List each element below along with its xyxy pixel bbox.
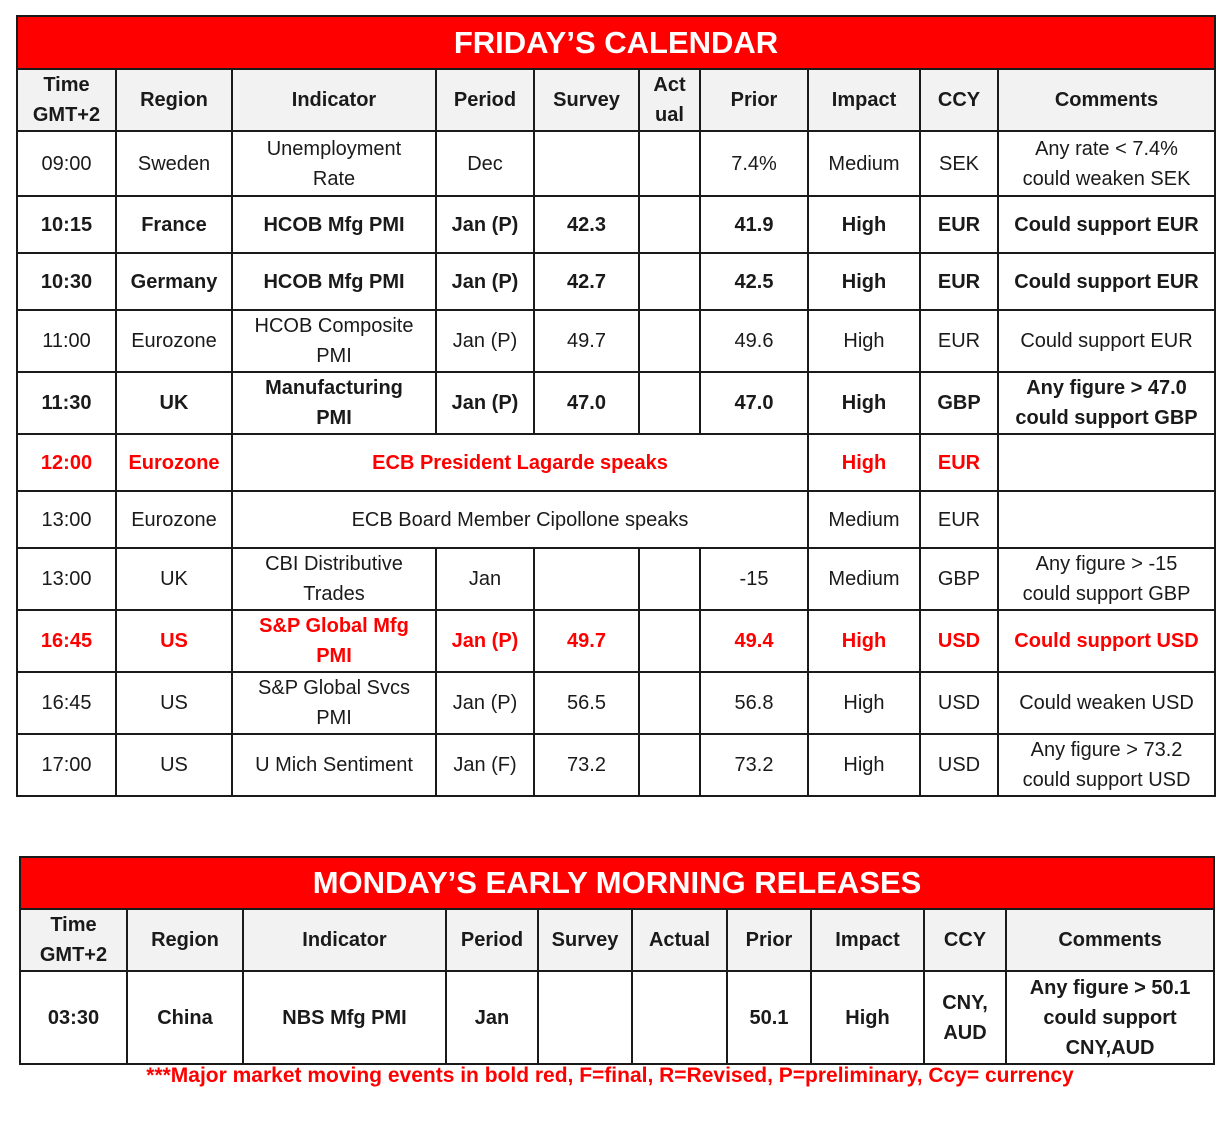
header-indicator: Indicator bbox=[243, 909, 446, 971]
table-row bbox=[17, 548, 1215, 610]
cell-comments: Could support EUR bbox=[998, 253, 1215, 310]
cell-event: ECB President Lagarde speaks bbox=[232, 434, 808, 491]
cell-comments: Any figure > -15 could support GBP bbox=[998, 548, 1215, 610]
table-row bbox=[17, 131, 1215, 196]
cell-prior: 7.4% bbox=[700, 131, 808, 196]
monday-releases bbox=[19, 856, 1213, 1065]
cell-time: 16:45 bbox=[17, 610, 116, 672]
cell-survey bbox=[534, 548, 639, 610]
cell-ccy: GBP bbox=[920, 372, 998, 434]
cell-period: Jan (P) bbox=[436, 372, 534, 434]
table-row bbox=[17, 610, 1215, 672]
cell-actual bbox=[639, 253, 700, 310]
cell-prior: 47.0 bbox=[700, 372, 808, 434]
cell-period: Jan (P) bbox=[436, 672, 534, 734]
cell-actual bbox=[639, 131, 700, 196]
cell-impact: High bbox=[808, 610, 920, 672]
cell-ccy: EUR bbox=[920, 196, 998, 253]
friday-calendar-table bbox=[16, 15, 1216, 797]
table-row bbox=[17, 734, 1215, 796]
header-indicator: Indicator bbox=[232, 69, 436, 131]
table-row bbox=[20, 971, 1214, 1064]
cell-indicator: Unemployment Rate bbox=[232, 131, 436, 196]
cell-impact: High bbox=[808, 434, 920, 491]
cell-indicator: HCOB Mfg PMI bbox=[232, 253, 436, 310]
cell-comments: Could support EUR bbox=[998, 310, 1215, 372]
cell-impact: High bbox=[808, 734, 920, 796]
cell-ccy: SEK bbox=[920, 131, 998, 196]
cell-region: US bbox=[116, 734, 232, 796]
header-actual: Act ual bbox=[639, 69, 700, 131]
cell-actual bbox=[639, 610, 700, 672]
cell-impact: High bbox=[811, 971, 924, 1064]
table-row bbox=[17, 434, 1215, 491]
friday-calendar bbox=[16, 15, 1214, 797]
cell-comments: Any rate < 7.4% could weaken SEK bbox=[998, 131, 1215, 196]
cell-indicator: S&P Global Svcs PMI bbox=[232, 672, 436, 734]
header-survey: Survey bbox=[534, 69, 639, 131]
cell-region: China bbox=[127, 971, 243, 1064]
cell-survey: 56.5 bbox=[534, 672, 639, 734]
cell-indicator: U Mich Sentiment bbox=[232, 734, 436, 796]
table-row bbox=[17, 253, 1215, 310]
cell-comments: Any figure > 73.2 could support USD bbox=[998, 734, 1215, 796]
cell-time: 03:30 bbox=[20, 971, 127, 1064]
cell-ccy: USD bbox=[920, 672, 998, 734]
cell-indicator: HCOB Composite PMI bbox=[232, 310, 436, 372]
header-row bbox=[20, 909, 1214, 971]
cell-time: 10:15 bbox=[17, 196, 116, 253]
header-comments: Comments bbox=[998, 69, 1215, 131]
cell-time: 17:00 bbox=[17, 734, 116, 796]
header-comments: Comments bbox=[1006, 909, 1214, 971]
cell-impact: High bbox=[808, 253, 920, 310]
header-actual: Actual bbox=[632, 909, 727, 971]
header-time: Time GMT+2 bbox=[20, 909, 127, 971]
cell-prior: 56.8 bbox=[700, 672, 808, 734]
cell-time: 13:00 bbox=[17, 548, 116, 610]
header-impact: Impact bbox=[808, 69, 920, 131]
cell-actual bbox=[639, 548, 700, 610]
header-survey: Survey bbox=[538, 909, 632, 971]
cell-impact: High bbox=[808, 372, 920, 434]
cell-time: 12:00 bbox=[17, 434, 116, 491]
cell-actual bbox=[639, 372, 700, 434]
cell-prior: 50.1 bbox=[727, 971, 811, 1064]
header-prior: Prior bbox=[700, 69, 808, 131]
cell-region: Eurozone bbox=[116, 310, 232, 372]
cell-actual bbox=[632, 971, 727, 1064]
cell-survey: 47.0 bbox=[534, 372, 639, 434]
cell-region: US bbox=[116, 672, 232, 734]
cell-comments: Could weaken USD bbox=[998, 672, 1215, 734]
cell-time: 09:00 bbox=[17, 131, 116, 196]
header-ccy: CCY bbox=[920, 69, 998, 131]
cell-time: 11:00 bbox=[17, 310, 116, 372]
cell-prior: -15 bbox=[700, 548, 808, 610]
header-region: Region bbox=[127, 909, 243, 971]
cell-actual bbox=[639, 310, 700, 372]
cell-prior: 41.9 bbox=[700, 196, 808, 253]
cell-comments bbox=[998, 434, 1215, 491]
cell-impact: Medium bbox=[808, 548, 920, 610]
cell-impact: High bbox=[808, 672, 920, 734]
table-row bbox=[17, 491, 1215, 548]
cell-impact: High bbox=[808, 196, 920, 253]
cell-prior: 42.5 bbox=[700, 253, 808, 310]
table-row bbox=[17, 196, 1215, 253]
cell-impact: Medium bbox=[808, 491, 920, 548]
table-row bbox=[17, 672, 1215, 734]
cell-survey bbox=[534, 131, 639, 196]
cell-prior: 49.4 bbox=[700, 610, 808, 672]
cell-survey: 73.2 bbox=[534, 734, 639, 796]
cell-ccy: USD bbox=[920, 610, 998, 672]
cell-impact: Medium bbox=[808, 131, 920, 196]
cell-time: 16:45 bbox=[17, 672, 116, 734]
monday-releases-table bbox=[19, 856, 1215, 1065]
cell-indicator: HCOB Mfg PMI bbox=[232, 196, 436, 253]
cell-period: Dec bbox=[436, 131, 534, 196]
cell-indicator: NBS Mfg PMI bbox=[243, 971, 446, 1064]
cell-ccy: EUR bbox=[920, 434, 998, 491]
cell-region: UK bbox=[116, 372, 232, 434]
table-row bbox=[17, 310, 1215, 372]
cell-survey: 49.7 bbox=[534, 310, 639, 372]
cell-ccy: EUR bbox=[920, 310, 998, 372]
header-period: Period bbox=[436, 69, 534, 131]
cell-survey: 42.3 bbox=[534, 196, 639, 253]
cell-time: 13:00 bbox=[17, 491, 116, 548]
cell-survey: 49.7 bbox=[534, 610, 639, 672]
cell-period: Jan (P) bbox=[436, 610, 534, 672]
cell-period: Jan bbox=[446, 971, 538, 1064]
cell-region: France bbox=[116, 196, 232, 253]
cell-region: UK bbox=[116, 548, 232, 610]
monday-releases-title: MONDAY’S EARLY MORNING RELEASES bbox=[20, 857, 1214, 909]
header-prior: Prior bbox=[727, 909, 811, 971]
header-row bbox=[17, 69, 1215, 131]
table-row bbox=[17, 372, 1215, 434]
cell-actual bbox=[639, 672, 700, 734]
cell-indicator: Manufacturing PMI bbox=[232, 372, 436, 434]
cell-time: 11:30 bbox=[17, 372, 116, 434]
cell-ccy: EUR bbox=[920, 491, 998, 548]
cell-ccy: USD bbox=[920, 734, 998, 796]
cell-time: 10:30 bbox=[17, 253, 116, 310]
cell-ccy: CNY, AUD bbox=[924, 971, 1006, 1064]
cell-region: Germany bbox=[116, 253, 232, 310]
header-time: Time GMT+2 bbox=[17, 69, 116, 131]
cell-period: Jan (F) bbox=[436, 734, 534, 796]
cell-prior: 49.6 bbox=[700, 310, 808, 372]
cell-period: Jan (P) bbox=[436, 196, 534, 253]
friday-calendar-title: FRIDAY’S CALENDAR bbox=[17, 16, 1215, 69]
cell-indicator: CBI Distributive Trades bbox=[232, 548, 436, 610]
cell-survey bbox=[538, 971, 632, 1064]
cell-period: Jan bbox=[436, 548, 534, 610]
cell-period: Jan (P) bbox=[436, 310, 534, 372]
cell-comments: Any figure > 50.1 could support CNY,AUD bbox=[1006, 971, 1214, 1064]
cell-region: Eurozone bbox=[116, 434, 232, 491]
header-region: Region bbox=[116, 69, 232, 131]
cell-survey: 42.7 bbox=[534, 253, 639, 310]
cell-ccy: EUR bbox=[920, 253, 998, 310]
cell-ccy: GBP bbox=[920, 548, 998, 610]
cell-actual bbox=[639, 196, 700, 253]
header-period: Period bbox=[446, 909, 538, 971]
cell-comments: Could support USD bbox=[998, 610, 1215, 672]
header-ccy: CCY bbox=[924, 909, 1006, 971]
cell-region: Eurozone bbox=[116, 491, 232, 548]
cell-impact: High bbox=[808, 310, 920, 372]
cell-prior: 73.2 bbox=[700, 734, 808, 796]
cell-comments bbox=[998, 491, 1215, 548]
header-impact: Impact bbox=[811, 909, 924, 971]
cell-period: Jan (P) bbox=[436, 253, 534, 310]
cell-indicator: S&P Global Mfg PMI bbox=[232, 610, 436, 672]
cell-actual bbox=[639, 734, 700, 796]
cell-region: US bbox=[116, 610, 232, 672]
cell-event: ECB Board Member Cipollone speaks bbox=[232, 491, 808, 548]
footnote-legend: ***Major market moving events in bold red, F=final, R=Revised, P=preliminary, Ccy= currency bbox=[146, 1064, 1074, 1087]
cell-comments: Any figure > 47.0 could support GBP bbox=[998, 372, 1215, 434]
cell-comments: Could support EUR bbox=[998, 196, 1215, 253]
cell-region: Sweden bbox=[116, 131, 232, 196]
